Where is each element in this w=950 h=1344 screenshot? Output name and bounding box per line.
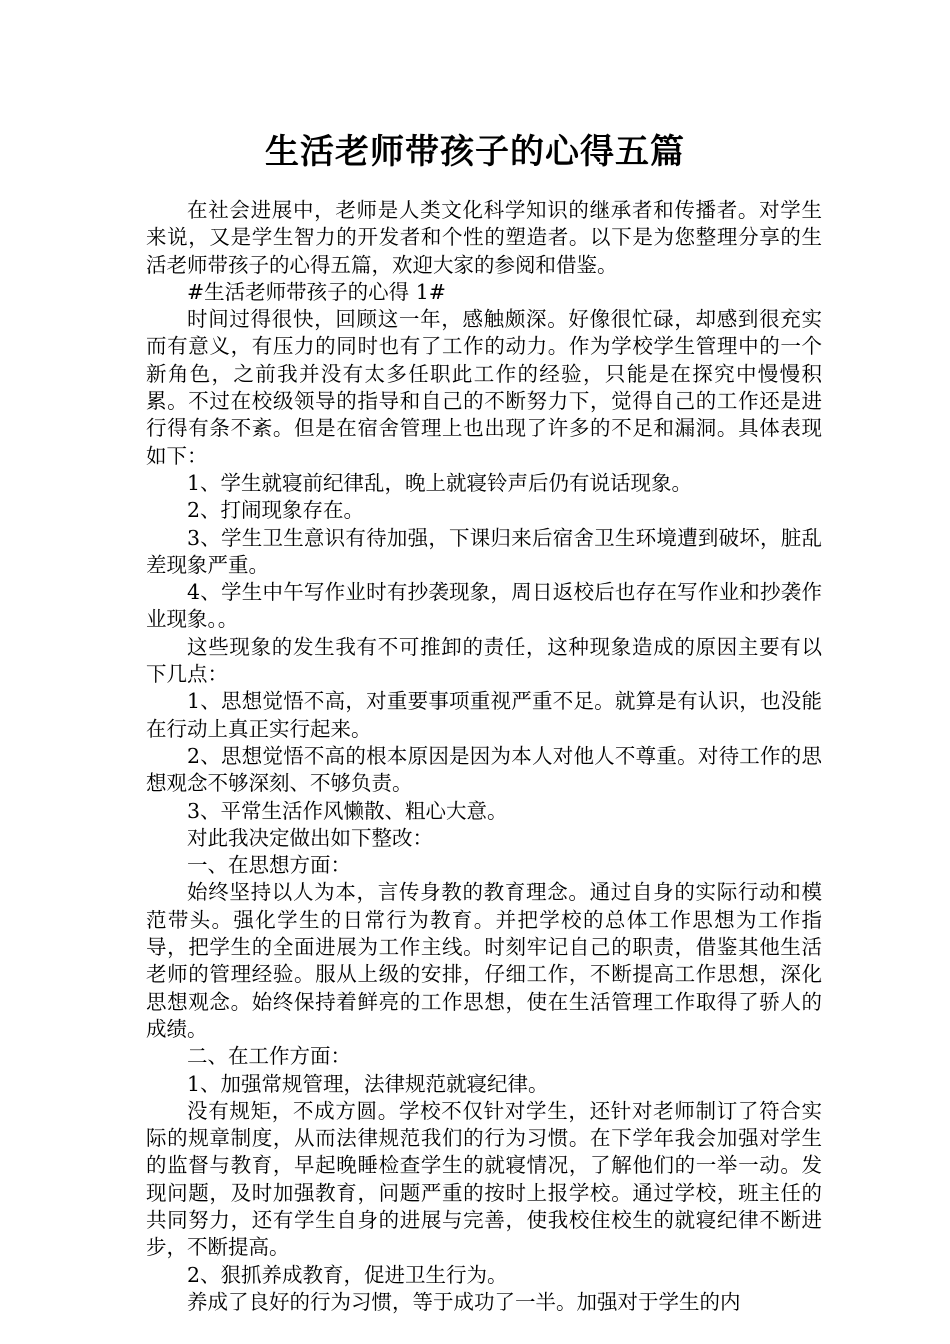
paragraph: 在社会进展中，老师是人类文化科学知识的继承者和传播者。对学生来说，又是学生智力的开发者和个性的塑造者。以下是为您整理分享的生活老师带孩子的心得五篇，欢迎大家的参阅和借鉴。 [146, 198, 822, 277]
list-item: 2、思想觉悟不高的根本原因是因为本人对他人不尊重。对待工作的思想观念不够深刻、不够负责。 [146, 743, 822, 796]
document-body [146, 197, 822, 1316]
paragraph: 这些现象的发生我有不可推卸的责任，这种现象造成的原因主要有以下几点： [146, 634, 822, 687]
paragraph: 对此我决定做出如下整改： [187, 825, 433, 850]
document-title: 生活老师带孩子的心得五篇 [265, 132, 685, 172]
list-item: 2、打闹现象存在。 [187, 498, 365, 523]
section-heading: 一、在思想方面： [187, 853, 351, 878]
list-item: 1、加强常规管理，法律规范就寝纪律。 [187, 1071, 549, 1096]
list-item: 2、狠抓养成教育，促进卫生行为。 [187, 1262, 508, 1287]
section-heading: 二、在工作方面： [187, 1044, 351, 1069]
paragraph: 始终坚持以人为本，言传身教的教育理念。通过自身的实际行动和模范带头。强化学生的日常行为教育。并把学校的总体工作思想为工作指导，把学生的全面进展为工作主线。时刻牢记自己的职责，借鉴其他生活老师的管理经验。服从上级的安排，仔细工作，不断提高工作思想，深化思想观念。始终保持着鲜亮的工作思想，使在生活管理工作取得了骄人的成绩。 [146, 880, 822, 1041]
list-item: 4、学生中午写作业时有抄袭现象，周日返校后也存在写作业和抄袭作业现象。。 [146, 580, 822, 632]
section-heading: #生活老师带孩子的心得 1# [187, 279, 446, 304]
paragraph: 养成了良好的行为习惯，等于成功了一半。加强对于学生的内 [187, 1289, 741, 1314]
list-item: 1、思想觉悟不高，对重要事项重视严重不足。就算是有认识，也没能在行动上真正实行起来。 [146, 689, 822, 741]
list-item: 3、学生卫生意识有待加强，下课归来后宿舍卫生环境遭到破坏，脏乱差现象严重。 [146, 525, 822, 577]
list-item: 1、学生就寝前纪律乱，晚上就寝铃声后仍有说话现象。 [187, 470, 693, 495]
paragraph: 没有规矩，不成方圆。学校不仅针对学生，还针对老师制订了符合实际的规章制度，从而法律规范我们的行为习惯。在下学年我会加强对学生的监督与教育，早起晚睡检查学生的就寝情况，了解他们的一举一动。发现问题，及时加强教育，问题严重的按时上报学校。通过学校，班主任的共同努力，还有学生自身的进展与完善，使我校住校生的就寝纪律不断进步，不断提高。 [146, 1098, 822, 1260]
list-item: 3、平常生活作风懒散、粗心大意。 [187, 798, 508, 823]
paragraph: 时间过得很快，回顾这一年，感触颇深。好像很忙碌，却感到很充实而有意义，有压力的同时也有了工作的动力。作为学校学生管理中的一个新角色，之前我并没有太多任职此工作的经验，只能是在探究中慢慢积累。不过在校级领导的指导和自己的不断努力下，觉得自己的工作还是进行得有条不紊。但是在宿舍管理上也出现了许多的不足和漏洞。具体表现如下： [146, 307, 822, 468]
